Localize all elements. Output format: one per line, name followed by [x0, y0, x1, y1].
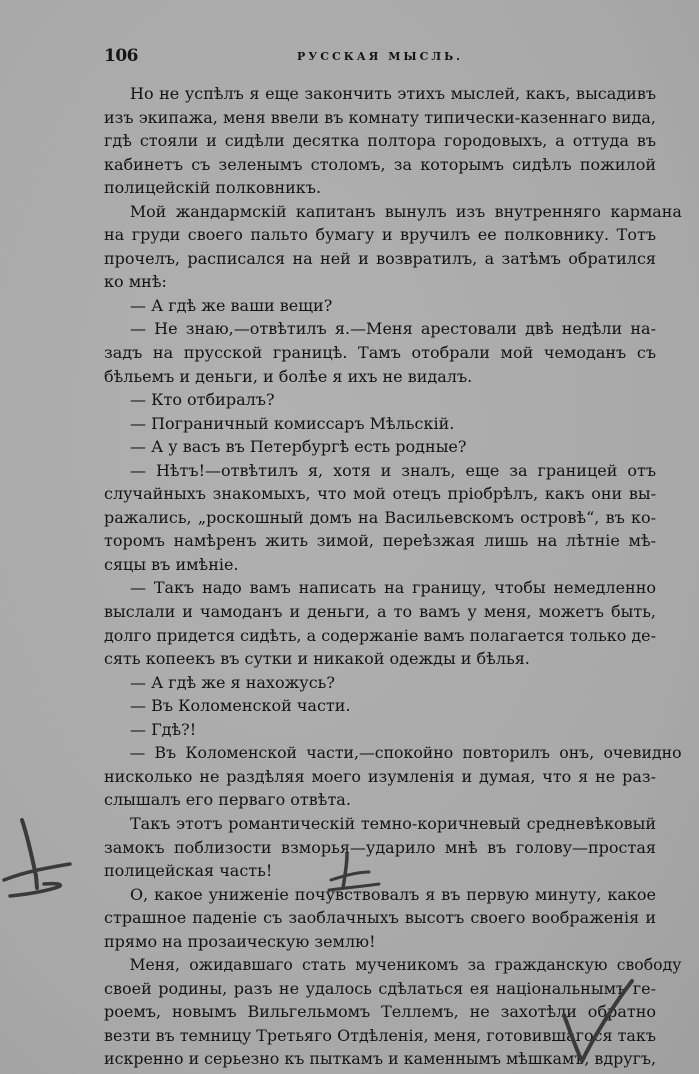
text-line: полицейская часть! — [104, 861, 273, 881]
text-line: Мой жандармскій капитанъ вынулъ изъ внутренняго кармана — [129, 201, 682, 221]
text-line: — А у васъ въ Петербургѣ есть родные? — [130, 437, 467, 457]
text-line: прямо на прозаическую землю! — [104, 931, 376, 951]
text-line: бѣльемъ и деньги, и болѣе я ихъ не видалъ. — [104, 366, 473, 386]
text-line: — Въ Коломенской части,—спокойно повторилъ онъ, очевидно — [129, 743, 682, 763]
text-line: страшное паденіе съ заоблачныхъ высотъ своего воображенія и — [104, 908, 656, 928]
text-line: задъ на прусской границѣ. Тамъ отобрали мой чемоданъ съ — [104, 343, 656, 363]
text-line: выслали и чамоданъ и деньги, а то вамъ у меня, можетъ быть, — [104, 602, 656, 622]
text-line: — Не знаю,—отвѣтилъ я.—Меня арестовали двѣ недѣли на- — [130, 319, 656, 339]
text-line: долго придется сидѣть, а содержаніе вамъ полагается только де- — [104, 625, 656, 645]
text-line: везти въ темницу Третьяго Отдѣленія, меня, готовившагося такъ — [104, 1025, 656, 1045]
text-line: слышалъ его перваго отвѣта. — [104, 790, 351, 810]
text-line: — Нѣтъ!—отвѣтилъ я, хотя и зналъ, еще за границей отъ — [130, 460, 656, 480]
text-line: изъ экипажа, меня ввели въ комнату типически-казеннаго вида, — [104, 107, 656, 127]
text-line: — Такъ надо вамъ написать на границу, чтобы немедленно — [130, 578, 656, 598]
text-line: — Въ Коломенской части. — [130, 696, 351, 716]
text-line: искренно и серьезно къ пыткамъ и каменнымъ мѣшкамъ, вдругъ, — [104, 1049, 657, 1069]
text-line: на груди своего пальто бумагу и вручилъ ее полковнику. Тотъ — [104, 225, 656, 245]
text-line: сять копеекъ въ сутки и никакой одежды и бѣлья. — [104, 649, 530, 669]
page-number: 106 — [104, 46, 138, 66]
text-line: ражались, „роскошный домъ на Васильевскомъ островѣ“, въ ко- — [104, 507, 656, 527]
text-line: Меня, ожидавшаго стать мученикомъ за гражданскую свободу — [129, 955, 682, 975]
body-text — [104, 82, 682, 1071]
text-line: — А гдѣ же я нахожусь? — [130, 672, 335, 692]
text-line: роемъ, новымъ Вильгельмомъ Теллемъ, не захотѣли обратно — [104, 1002, 656, 1022]
text-line: О, какое униженіе почувствовалъ я въ первую минуту, какое — [130, 884, 656, 904]
text-line: — А гдѣ же ваши вещи? — [130, 295, 333, 315]
text-line: замокъ поблизости взморья—ударило мнѣ въ голову—простая — [104, 837, 656, 857]
text-line: Такъ этотъ романтическій темно-коричневый средневѣковый — [130, 813, 656, 833]
text-line: полицейскій полковникъ. — [104, 178, 322, 198]
text-line: — Гдѣ?! — [130, 719, 197, 739]
text-line: — Пограничный комиссаръ Мѣльскій. — [130, 413, 455, 433]
running-title: РУССКАЯ МЫСЛЬ. — [297, 50, 463, 63]
text-line: случайныхъ знакомыхъ, что мой отецъ пріобрѣлъ, какъ они вы- — [104, 484, 656, 504]
text-line: сяцы въ имѣніе. — [104, 554, 239, 574]
text-line: прочелъ, расписался на ней и возвратилъ, а затѣмъ обратился — [104, 248, 656, 268]
margin-cross-mark-icon — [0, 812, 80, 902]
text-line: — Кто отбиралъ? — [130, 390, 275, 410]
text-line: своей родины, разъ не удалось сдѣлаться ея національнымъ ге- — [104, 978, 656, 998]
text-line: нисколько не раздѣляя моего изумленія и думая, что я не раз- — [104, 766, 656, 786]
page-header — [104, 46, 656, 70]
text-line: Но не успѣлъ я еще закончить этихъ мыслей, какъ, высадивъ — [130, 84, 656, 103]
text-line: кабинетъ съ зеленымъ столомъ, за которымъ сидѣлъ пожилой — [104, 154, 656, 174]
text-line: ко мнѣ: — [104, 272, 167, 292]
text-line: торомъ намѣренъ жить зимой, переѣзжая лишь на лѣтніе мѣ- — [104, 531, 656, 551]
text-line: гдѣ стояли и сидѣли десятка полтора городовыхъ, а оттуда въ — [104, 131, 656, 151]
